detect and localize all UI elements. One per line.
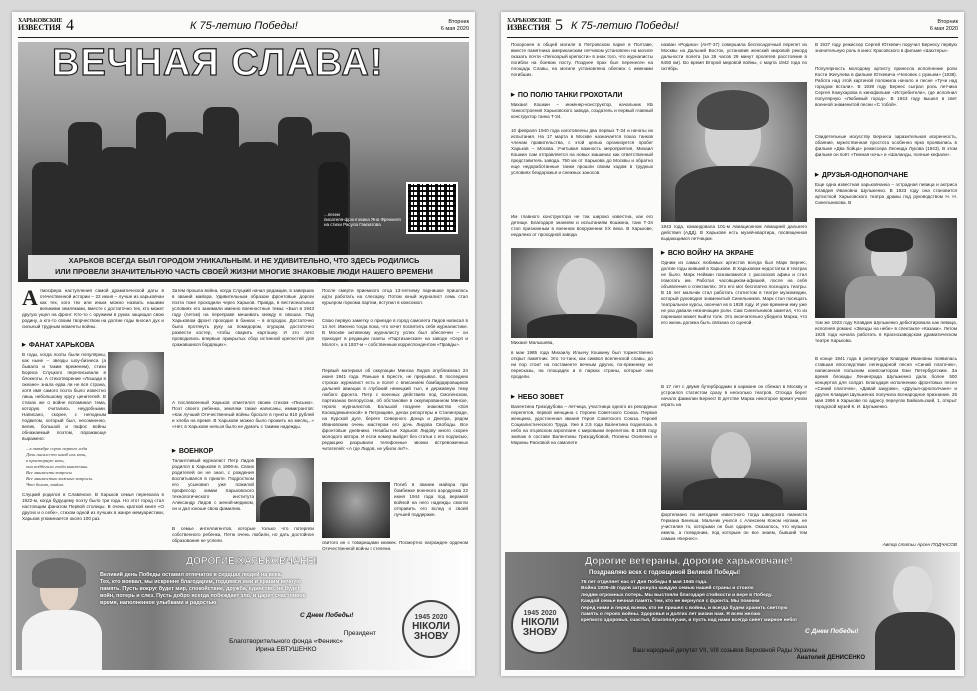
lidov-family: В семье интеллигентов, которые только что потеряли собственного ребенка, Петю очень любили, но дать достойное образование не успели. [172, 526, 314, 543]
bernes-music: фортепиано по методике известного тогда шведского пианиста Германа Бенеша. Мальчик учился с Алексеем Коном ногами, не учистилия то, которыми он был одарен. Оказалось, что музыка имела, а псевдоним, под которым он все знаем, бывший тем самым «Бернес». [661, 512, 807, 541]
section-tanks: ▶ ПО ПОЛЮ ТАНКИ ГРОХОТАЛИ [511, 92, 622, 99]
newspaper-logo [18, 18, 62, 32]
issue-day: 6 мая 2020 [440, 25, 469, 32]
right-page [501, 12, 964, 676]
grizodubova-command: 1943 года, командовала 101-м Авиационном Авиацией дальнего действия (АДД). В Харькове есть музей-квартира, посвященная выдающимся летчицам. [661, 224, 807, 241]
section-friends: ▶ ДРУЗЬЯ-ОДНОПОЛЧАНЕ [815, 172, 908, 179]
issue-weekday: Вторник [448, 19, 469, 25]
page-number: 4 [66, 17, 74, 34]
fanat-text: В годы, когда поэты были популярны, как ныне – звезды шоу-бизнеса (а бывало и таким временем), стихи Бориса Слуцкого переписывали в блокноты. А стихотворение «Лошади в океане» знала едва ли не вся страна, хотя имя самого поэта было известно лишь небольшому кругу ценителей. В стихах же о войне вспоминал тема, которую считались неудобными. Написано, скорее, с неподным подвигом, который был, несомненно, велик, большой и пафос войны обнажаемый поэтом, поражающе выражено: [22, 352, 106, 441]
lidov-youth: После смерти приемного отца 13-летнему парнишке пришлось идти работать на слесарку. Потом юный журналист семь стал курьером горкома партии, вступил в комсомол. [322, 288, 468, 305]
bernes-popularity: Популярность молодому артисту принесла исполнение роли Кости Жигулева в фильме Юткевича «Человек с ружьем» (1938). Работа над этой картиной положила начало и песне «Тучи над городом встали». В 1939 году Бернес сыграл роль летчика Сергея Кожухарова в кинофильме «Истребители», где исполнил популярную «Любимый город». В 1943 году вышел в свет военной знаменитой песни «С тобой». [815, 66, 957, 107]
newspaper-logo-right: ХАРЬКОВСКИЕ ИЗВЕСТИЯ [507, 18, 552, 32]
lidov-death: Погиб в звании майора при бомбежке военного аэродрома 22 июня 1944 года под верамой войной на него надежды смогли отправить его вслед о своей лучшей поддержке. [394, 482, 468, 517]
ad-right-body: 75 лет отделяет нас от Дня Победы 9 мая 1945 года. Война 1939-45 годов затронула каждую семью нашей страны и стоило людям огромных потерь. Мы выстояли благодаря стойкости и вере в Победу. Каждой семье вечная память тем, кто не вернулся с фронта. Мы помним перед ними и перед всеми, кто не пришел с войны, и всегда будем хранить светлую память о героях войны. Здоровья и долгих лет жизни нам. Я всем желаю крепкого здоровья, счастья, благополучия, и пусть над нами всегда сияет мирное небо! [581, 580, 797, 624]
qr-caption: ...песни писателя-фронтовика Яна Френкеля на стихи Расула Гамзатова [324, 212, 401, 227]
shulzhenko-debut: том же 1923 году Клавдия Шульженко дебютировала как певица, исполняя романс «Звезды на небе» в спектакле «Казаки». Летом 1925 года начала работать в Краснозаводском драматическом театре Харькова. [815, 320, 957, 343]
lidov-bio: Талантливый журналист Петр Лидов родился в Харькове в 1906-м. Своих родителей он не знал, с рождения воспитывался в приюте. Подростком его усыновил уже пожилой профессор химии Харьковского технологического института Александр Лидов с женой-медиком, он и дал юноше свою фамилию. [172, 458, 254, 511]
ad-right-signature: Ваш народный депутат VII, VIII созывов Верховной Рады Украины Анатолий ДЕНИСЕНКО [632, 648, 865, 661]
poem-quote: ...в октябре сорок первого года Дочь писало-то шкаб иль кочь, в просторную ночь, она подбегала гоода выключны. Все мнимости вопросы Все мнимостью важные вопросы. Что болит, тайна. [26, 446, 94, 487]
logo-bottom: ИЗВЕСТИЯ [18, 23, 61, 32]
slutsky-bio: Слуцкий родился в Славянске. В Харьков семья переехала в 1922-м, когда будущему поэту было три года. Но этот город стал настоящим фанатом Первой столицы. В очень краткой книге «О других и о себе», стихом одной из лучших в жанре мемуаристики, Харьков упоминается около 100 раз. [22, 492, 164, 521]
qr-code[interactable] [406, 182, 458, 234]
issue-date [441, 19, 469, 32]
shulzhenko-intro: Еще одна известная харьковчанка – эстрадная певица и актриса Клавдия Ивановна Шульженко. В 1923 году она становится артисткой Харьковского театра драмы под руководством Н. Н. Синельникова. В [815, 182, 957, 205]
grizodubova-flight: назван «Родина» (АНТ-37) совершила беспосадочный перелет из Москвы на Дальний Восток, установив женский мировой рекорд дальности полета (за 26 часов 29 минут пролетев расстояние в 6450 км). Во время Второй мировой войны, с марта 1942 года по октябрь [661, 42, 807, 71]
nikoli-znovu-badge: 1945 2020 НІКОЛИ ЗНОВУ [402, 600, 460, 658]
left-page [12, 12, 475, 676]
page-header [18, 16, 469, 38]
koshkin-caption: Михаил Малышева, [511, 340, 554, 345]
page-header-right [507, 16, 958, 38]
section-sky: ▶ НЕБО ЗОВЕТ [511, 394, 564, 401]
koshkin-monument: в мае 1985 года Михаилу Ильичу Кошкину был торжественно открыт памятник. Это то-танк, как символ вселенской славы, до ни пор стоит на постаменте вечным других, по-прежнему не пересказы, на площадях и в парках страны, которые они продели. [511, 350, 653, 379]
bernes-films: Свидетельные искусству Бернеса заразительная искренность, обаяние, мужественная простота особенно ярко проявились в фильме «Два бойца» режиссера Леонида Лукова (1943). В этом фильме он поёт «Темная ночь» и «Шаланды, полные кефали». [815, 134, 957, 157]
rubric-title-right: К 75-летию Победы! [571, 20, 679, 32]
postwar-text: А послевоенный Харьков отметился своим стихом «Письмо». Поэт своего ребенка, земляки также написаны, иммигрантов: «Как лучший Отечественный войны бросьте в пункты 810 рублей и хлеба на время. В Харькове можно было прожить на месяц...» «Нет, в Харькове нельзя было не думать с такими надежды. [172, 400, 314, 429]
logo-top: ХАРЬКОВСКИЕ [18, 18, 63, 24]
nikoli-znovu-badge-right: 1945 2020 НІКОЛИ ЗНОВУ [511, 596, 569, 654]
ad-left-body: Великий день Победы оставил отпечаток в сердцах людей на века. Тех, кто воевал, мы искренне благодарим, гордимся ими и храним вечную память. Пусть вокруг будет мир, спокойствие, дружба, единство, не будет войн, потерь и слез. Пусть добро всегда побеждает зло, и царит счастливое время, наполненное улыбками и радостью [100, 572, 306, 606]
lidov-award: свитого ин с товарищами книжек. Посмертно награжден орденом Отечественной войны I степени. [322, 540, 468, 550]
war-text: Затем прошла война, когда Слуцкий начал редакции, в заверших в званий майора. Удивительным образом фронтовые дороги поэта тоже проходили через Харьков. Правда, в вестиональных условиях его занимали именно военностные темы: «Был в 1943 году (летом) на переправе мешивать между в овошах. Под Харьковом фронт проходил в банках – в огородах. Достаточно было протянуть руку за помидором, огурцом, достаточно развести костер, чтобы сварить картошку. И это лето проводились впервые прикрытых сбор истинной крепостей для сражавшихся бордящих». [172, 288, 314, 347]
grizodubova-photo [661, 82, 807, 222]
ad-left-title: ДОРОГИЕ ХАРЬКОВЧАНЕ! [186, 556, 318, 567]
lidov-burial: Похоронен в общей могиле в Петровском парке в Полтаве, вместе памятника американским летчиком установлен на могиле оказать почти «Легкоорый крепости» в знак того, что журналисты погибли на боевом посту. Позднее прах был перенесен на площадь Славы, на могиле установлена обелиск с именами погибших. [511, 42, 653, 77]
section-voenkor: ▶ ВОЕНКОР [172, 448, 213, 455]
section-screen: ▶ ВСЮ ВОЙНУ НА ЭКРАНЕ [661, 250, 754, 257]
greeting-ad-left [16, 550, 471, 670]
bernes-first-role: В 1937 году режиссер Сергей Юткевич поручил Бернесу первую значительную роль в кино: Красовского в фильме «Шахтеры». [815, 42, 957, 53]
shulzhenko-photo [815, 218, 957, 318]
lidov-career: Свою первую заметку о приезде в город самолета Лидов написал в 14 лет. Именно тогда пока, что хочет посвятить себя журналистике. В Москве активному журналисту успех был обеспечен – он приходит в редакции газеты «Партизанская» на заводе «Серп и Молот», а в 1937-м – собственным корреспондентом «Правды». [322, 318, 468, 347]
ad-left-signature: Президент Благотворительного фонда «Феникс» Ирина ЕВТУШЕНКО [229, 630, 376, 653]
bernes-youth: Одним из самых любимых артистов всегда был Марк Бернес, долгие годы живший в Харькове. В Харьковом недостатка в театрах не было. Марк Нейман познакомился с рассказов афиш и стал помогать им. Работал часовщиком-афишей, после на себя объявления о спектаклях. Это его мог бесплатно посещать театры. В 15 лет мальчик стал работать статистом в театре музкомедии, который руководил знаменитый Синельников. Марк стал посещать театральное курсы, окончил их в 1928 году. И уже времени ему уже не раз давали незначащие роли. Сам Синельников заметил, что из парнишки может выйти толк. Это окончательно убедило Марка, что его жизнь должна быть связана со сценой. [661, 260, 807, 325]
page-number-right: 5 [555, 17, 563, 34]
koshkin-t34: 10 февраля 1940 года изготовлены два первых Т-34 и начаты их испытания. На 17 марта в Москве назначается показ танков членам правительства, с этой целью организуется пробег Харьков – Москва. Учитывая важность мероприятия, Михаил Кошкин сам отправляется на новых машинах как ответственный представитель завода. 750 км от Харькова до Москвы и обратно еще недоработанные танки прошли своим ходом в трудных условиях бездорожья и снежных заносов. [511, 128, 653, 175]
greeting-ad-right [505, 552, 960, 670]
issue-date-right: Вторник 6 мая 2020 [929, 19, 958, 32]
ad-right-closing: С Днем Победы! [805, 628, 859, 635]
koshkin-legacy: Им главного конструктора не так широко известна, как его детище. Благодаря знаниям и испытаниям Кошкина, танк Т-34 стал признанным в военном вооружении XX века. В Харькове, недалеко от проходной завода [511, 214, 653, 237]
ad-left-closing: С Днем Победы! [300, 612, 354, 619]
ad-right-subtitle: Поздравляю всех с годовщиной Великой Победы! [589, 570, 741, 576]
koshkin-portrait [511, 248, 653, 338]
grizodubova-bio: Валентина Гризодубова – летчица, участница одного из рекордных перелетов, первой женщина с Героем Советского Союза. Первая женщина, удостоенная звания Героя Советского Союза. Героей Социалистического Труда. Уже в 2,5 года Валентина поднялась в небо на отцовском аэроплане с мировыми перелетом. В 1938 году экипаж в составе Валентины Гризодубовой, Полины Осипенко и Марины Расковой на самолете [511, 404, 657, 445]
koshkin-intro: Михаил Кошкин – инженер-конструктор, начальник КБ танкостроения Харьковского завода, создатель и первый главный конструктор танка Т-34. [511, 102, 653, 119]
intro-text: А тмосфера наступления самой драматической даты в отечественной истории – 22 июня – лучше из харьковчан как тех, кого тех или иным можно назвать нашими великими земляками, вместе с достаточно тех, кто может другую ущел на фронт. Кто-то с оружием в руках защищал свою родину, а кто-то своим творчеством на долгие годы вносил дух и сильный трудным моменты войны. [22, 288, 164, 329]
bernes-moscow: В 17 лет с двумя бутербродами в кармане он сбежал в Москву и устроился статистом сразу в несколько театров. Отсюда берет начало фамилии Бернес! В детстве Марка некоторое время учили играть на [661, 384, 807, 407]
lidov-war: Первый материал об оккупации Минска Лидов опубликовал 24 июня 1941 года. Раньше в Бресте, не прерывал. В последних строках журналист есть и полет с вписанием бомбардировщиков дальней авиации в глубокий немецкий тыл, и державную тему любого фронта. Петр с военных действиях под Смоленском, партизанах Белоруссии, об обстановке в оккупированном Минске, героях журналистов. Большой позднее знакомство «Зоя Космодемьянской» в Петрищеве, делах репортеры и Сталинграде, на Курской дуге, береге Северного Донца и Днепра, рядом Ивановским очень мастером его дочь Лидова Свободы. Все фронтовые дневники. Незабытые Харьков Лидову много скорее молодого автора. И если номер выйдет без статьи с его подписью, редакцию разрывали телефонные звонки встревоженных читателей: «А где Лидов, не убили ли?». [322, 368, 468, 451]
war-photo [322, 482, 390, 538]
main-headline: ВЕЧНАЯ СЛАВА! [52, 42, 384, 84]
bernes-portrait [661, 422, 807, 510]
ad-right-title: Дорогие ветераны, дорогие харьковчане! [585, 556, 793, 567]
photo-caption-bar: ХАРЬКОВ ВСЕГДА БЫЛ ГОРОДОМ УНИКАЛЬНЫМ. И НЕ УДИВИТЕЛЬНО, ЧТО ЗДЕСЬ РОДИЛИСЬ ИЛИ ПРОВЕЛИ ЗНАЧИТЕЛЬНУЮ ЧАСТЬ СВОЕЙ ЖИЗНИ МНОГИЕ ЗНАКОВЫЕ ЛЮДИ НАШЕГО ВРЕМЕНИ [28, 255, 460, 279]
shulzhenko-war: В конце 1941 года в репертуаре Клавдии Ивановны появилась ставшая впоследствии легендарной песня «Синий платочек», написанная польским композитором Ежи Петербургским. За время блокады Ленинграда Шульженко дала более 500 концертов для солдат. Благодаря исполнению фронтовых песен «Синий платочек», «Давай закурим», «Друзья-однополчане» и других Клавдия Шульженко получила всенародное признание. 26 мая 1996 в Харькове по адресу переулок Байкальский, 1, открыт городской музей К. И. Шульженко. [815, 356, 957, 409]
drop-cap: А [22, 288, 38, 310]
article-author: Автор статьи Арсен ПОДЧАСОВ [882, 542, 957, 547]
slutsky-portrait [108, 352, 164, 414]
rubric-title: К 75-летию Победы! [190, 20, 298, 32]
section-fanat: ▶ ФАНАТ ХАРЬКОВА [22, 342, 95, 349]
lidov-portrait [256, 458, 314, 522]
